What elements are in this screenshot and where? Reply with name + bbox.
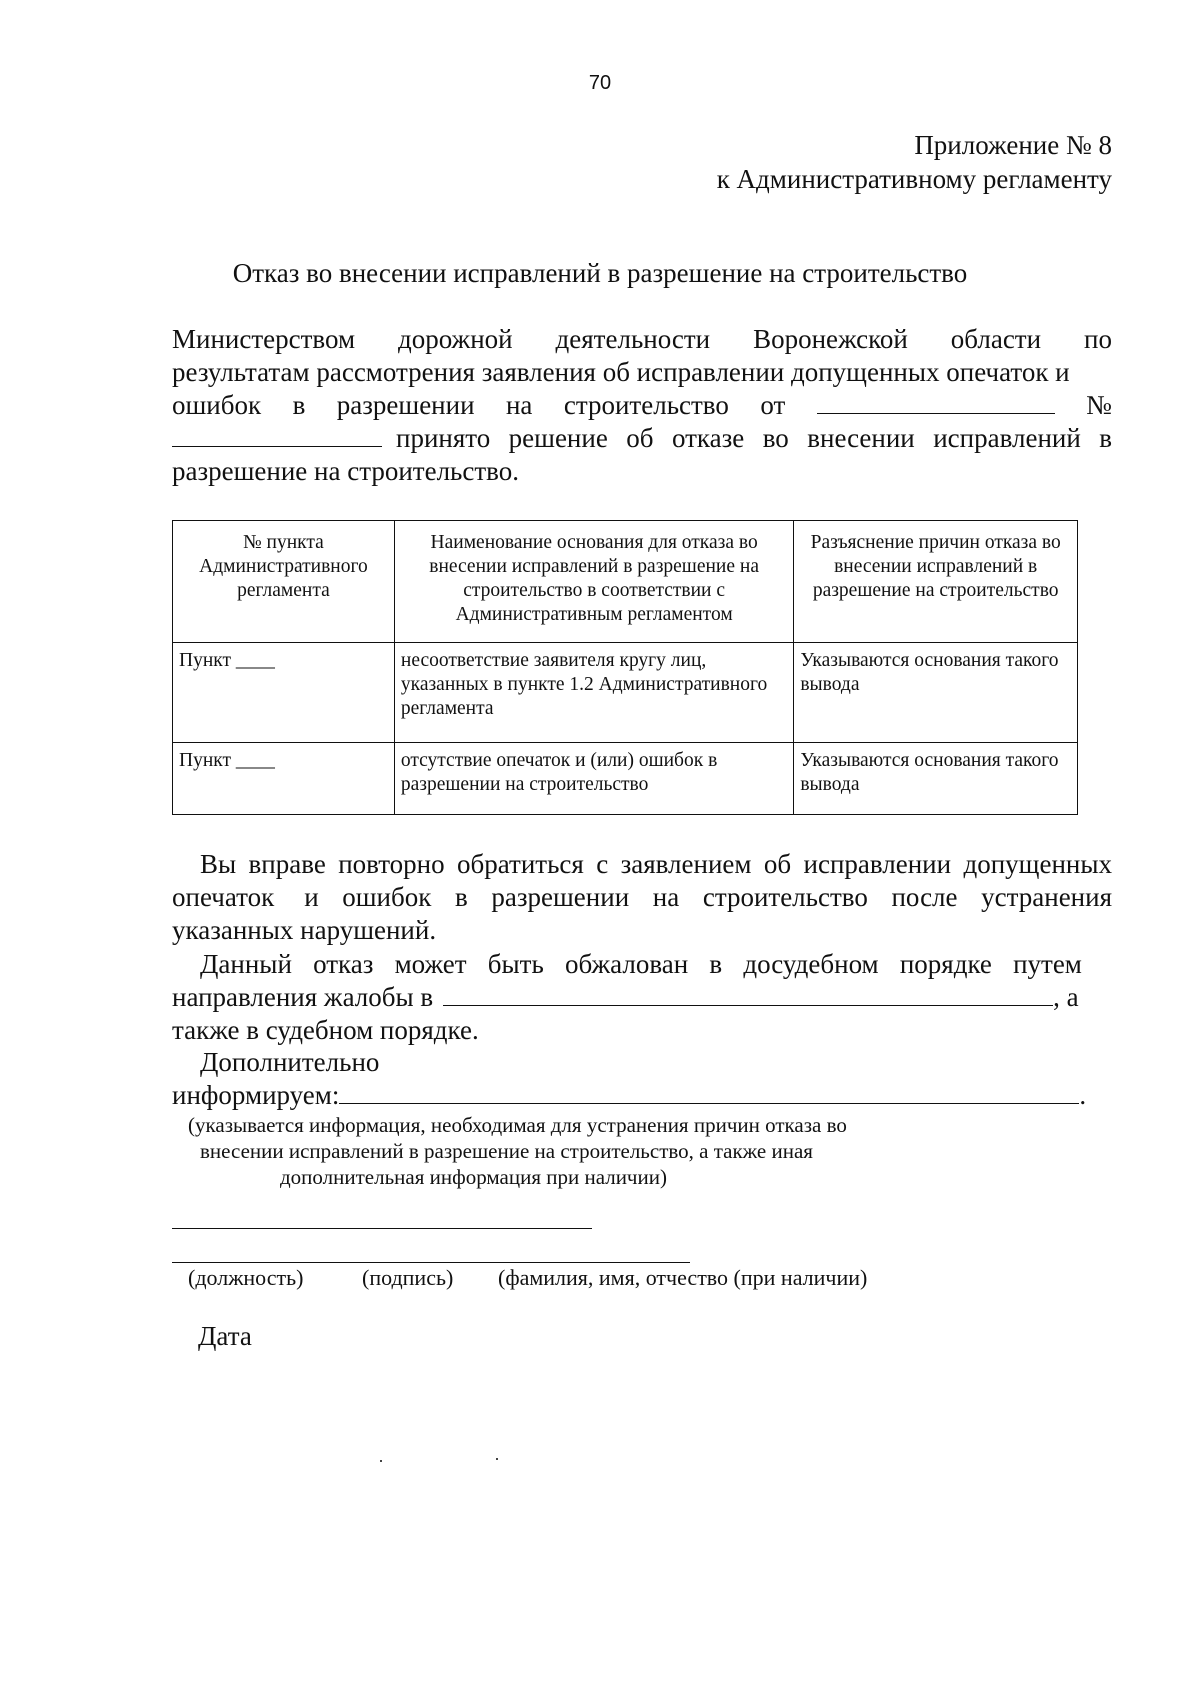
appeal-line-3: также в судебном порядке. <box>172 1015 479 1045</box>
signature-name-label: (фамилия, имя, отчество (при наличии) <box>498 1265 868 1290</box>
repeat-line-1: Вы вправе повторно обратиться с заявлением об исправлении допущенных <box>200 849 1112 879</box>
repeat-paragraph <box>172 848 1112 947</box>
appendix-header <box>717 128 1112 196</box>
scan-speck <box>380 1460 382 1462</box>
page-number: 70 <box>588 72 612 94</box>
cell-point: Пункт ____ <box>173 643 395 743</box>
cell-reason: несоответствие заявителя кругу лиц, указанных в пункте 1.2 Административного регламента <box>394 643 793 743</box>
repeat-line-3: указанных нарушений. <box>172 915 437 945</box>
complaint-blank <box>443 983 1053 1006</box>
appendix-number: Приложение № 8 <box>914 130 1112 160</box>
header-point: № пункта Административного регламента <box>173 521 395 643</box>
intro-line-5: разрешение на строительство. <box>172 456 519 486</box>
cell-explanation: Указываются основания такого вывода <box>794 743 1078 815</box>
additional-note: (указывается информация, необходимая для устранения причин отказа во внесении исправлений в разрешение на строительство, а также иная дополнительная информация при наличии) <box>188 1113 847 1189</box>
intro-line-2: результатам рассмотрения заявления об исправлении допущенных опечаток и <box>172 357 1070 387</box>
document-title: Отказ во внесении исправлений в разрешение на строительство <box>232 258 968 288</box>
intro-paragraph <box>172 323 1112 488</box>
additional-line-2: информируем: . <box>172 1080 1087 1110</box>
additional-paragraph <box>172 1046 1112 1112</box>
scan-speck <box>496 1458 498 1460</box>
intro-line-1: Министерством дорожной деятельности Воронежской области по <box>172 324 1112 354</box>
table-header-row <box>173 521 1078 643</box>
cell-explanation: Указываются основания такого вывода <box>794 643 1078 743</box>
number-sign: № <box>1086 390 1112 420</box>
appeal-paragraph <box>172 948 1082 1047</box>
appeal-line-2: направления жалобы в , а <box>172 982 1079 1012</box>
info-blank <box>339 1081 1079 1104</box>
date-label: Дата <box>198 1321 252 1351</box>
header-explanation: Разъяснение причин отказа во внесении исправлений в разрешение на строительство <box>794 521 1078 643</box>
header-reason: Наименование основания для отказа во внесении исправлений в разрешение на строительство в соответствии с Административным регламентом <box>394 521 793 643</box>
intro-line-4: принято решение об отказе во внесении исправлений в <box>172 422 1112 455</box>
refusal-table <box>172 520 1078 815</box>
signature-line-1 <box>172 1228 592 1229</box>
signature-line-2 <box>172 1262 690 1263</box>
cell-point: Пункт ____ <box>173 743 395 815</box>
appeal-line-1: Данный отказ может быть обжалован в досудебном порядке путем <box>200 949 1082 979</box>
table-row <box>173 743 1078 815</box>
appendix-reference: к Административному регламенту <box>716 164 1112 194</box>
additional-line-1: Дополнительно <box>200 1047 380 1077</box>
table-row <box>173 643 1078 743</box>
repeat-line-2: опечаток и ошибок в разрешении на строительство после устранения <box>172 882 1112 912</box>
number-blank <box>172 424 382 447</box>
intro-line-3: ошибок в разрешении на строительство от № <box>172 390 1112 420</box>
signature-sign-label: (подпись) <box>362 1265 454 1290</box>
signature-position-label: (должность) <box>188 1265 304 1290</box>
date-blank <box>817 391 1055 414</box>
cell-reason: отсутствие опечаток и (или) ошибок в разрешении на строительство <box>394 743 793 815</box>
